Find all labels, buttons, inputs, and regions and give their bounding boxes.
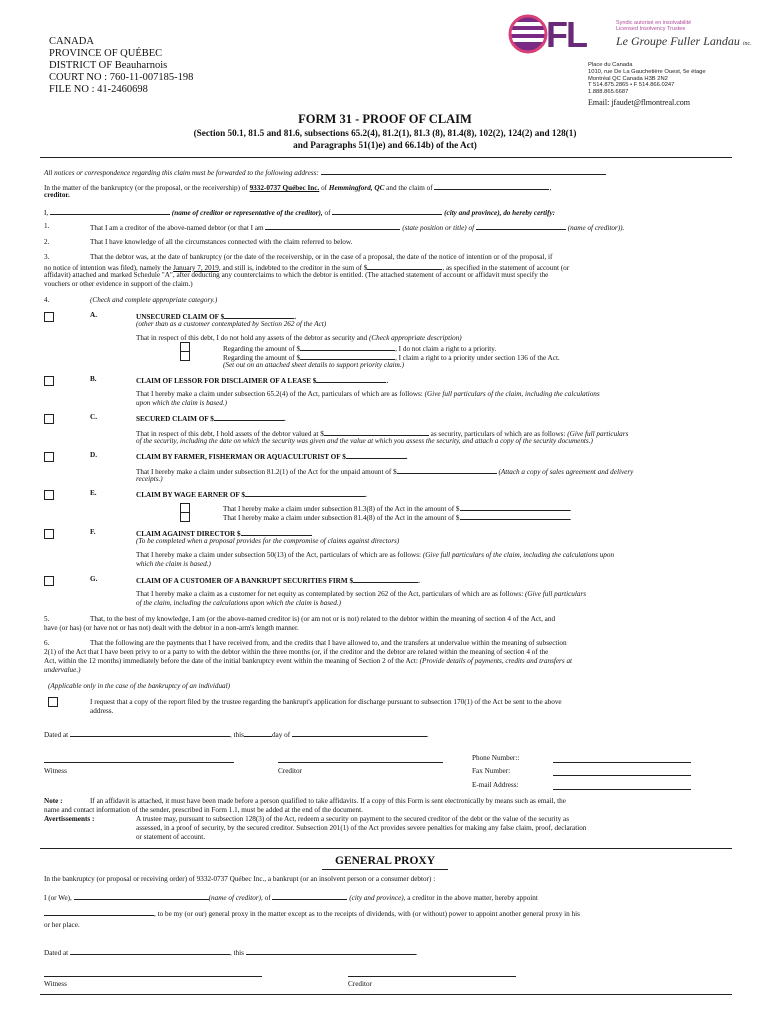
court-header xyxy=(49,36,193,96)
checkbox-wage-81-4[interactable] xyxy=(180,512,190,522)
logo-tagline: Syndic autorisé en insolvabilité Licensed Insolvency Trustee xyxy=(616,20,692,32)
company-email: Email: jfaudet@flmontreal.com xyxy=(588,98,690,107)
form-title: FORM 31 - PROOF OF CLAIM xyxy=(298,112,472,126)
matter-line: In the matter of the bankruptcy (or the proposal, or the receivership) of 9332-0737 Québec Inc. of Hemmingford, QC and the claim of , xyxy=(44,184,552,192)
court-number: COURT NO : 760-11-007185-198 xyxy=(49,72,194,83)
form-subtitle: (Section 50.1, 81.5 and 81.6, subsections 65.2(4), 81.2(1), 81.3 (8), 81.4(8), 102(2), 124(2) and 128(1) and Paragraphs 51(1)e) and 66.14b) of the Act) xyxy=(193,128,577,150)
proxy-line-2: I (or We), (name of creditor), of (city and province), a creditor in the above matter, hereby appoint xyxy=(44,894,538,902)
checkbox-lessor[interactable] xyxy=(44,376,54,386)
para-6: That the following are the payments that I have received from, and the credits that I have allowed to, and the transfers at undervalue within the meaning of subsection xyxy=(90,639,567,647)
proxy-dated-line: Dated at , this . xyxy=(44,949,418,957)
company-name: Le Groupe Fuller Landau inc. xyxy=(616,34,752,48)
checkbox-director[interactable] xyxy=(44,529,54,539)
divider xyxy=(40,994,732,995)
checkbox-request-report[interactable] xyxy=(48,697,58,707)
checkbox-wage-earner[interactable] xyxy=(44,490,54,500)
general-proxy-title: GENERAL PROXY xyxy=(335,855,435,867)
applicable-note: (Applicable only in the case of the bankruptcy of an individual) xyxy=(48,682,231,690)
logo-letters: FL xyxy=(546,14,586,55)
creditor-line[interactable] xyxy=(278,762,443,763)
checkbox-unsecured[interactable] xyxy=(44,312,54,322)
proxy-witness-line[interactable] xyxy=(44,976,262,977)
para-1: That I am a creditor of the above-named debtor (or that I am (state position or title) of (name of creditor)). xyxy=(90,224,625,232)
unsecured-claim-title: UNSECURED CLAIM OF $ . xyxy=(136,313,296,321)
notice: All notices or correspondence regarding this claim must be forwarded to the following address: xyxy=(44,167,606,178)
company-logo xyxy=(506,12,756,56)
divider xyxy=(322,869,448,870)
divider xyxy=(40,157,732,158)
creditor-word: creditor. xyxy=(44,191,70,199)
proxy-line-3: , to be my (or our) general proxy in the matter except as to the receipts of dividends, with (or without) power to appoint another general proxy in his xyxy=(44,908,580,919)
para-5: That, to the best of my knowledge, I am (or the above-named creditor is) (or am not or is not) related to the debtor within the meaning of section 4 of the Act, and xyxy=(90,615,556,623)
country: CANADA xyxy=(49,36,94,47)
province: PROVINCE OF QUÉBEC xyxy=(49,48,163,59)
checkbox-securities-firm[interactable] xyxy=(44,576,54,586)
proxy-creditor-line[interactable] xyxy=(348,976,516,977)
globe-logo-icon xyxy=(506,12,550,56)
witness-line[interactable] xyxy=(44,762,234,763)
dated-line: Dated at , this day of . xyxy=(44,731,429,739)
checkbox-farmer[interactable] xyxy=(44,452,54,462)
district: DISTRICT OF Beauharnois xyxy=(49,60,168,71)
file-number: FILE NO : 41-2460698 xyxy=(49,84,148,95)
checkbox-secured[interactable] xyxy=(44,414,54,424)
i-line: I, (name of creditor or representative of the creditor), of (city and province), do hereby certify: xyxy=(44,209,556,217)
email-field[interactable] xyxy=(553,789,691,790)
checkbox-priority[interactable] xyxy=(180,351,190,361)
divider xyxy=(40,848,732,849)
note-text: If an affidavit is attached, it must have been made before a person qualified to take affidavits. If a copy of this Form is sent electronically by means such as email, the xyxy=(90,797,566,805)
para-3: That the debtor was, at the date of bankruptcy (or the date of the receivership, or in the case of a proposal, the date of the notice of intention or of the proposal, if xyxy=(90,253,553,261)
phone-field[interactable] xyxy=(553,762,691,763)
fax-field[interactable] xyxy=(553,775,691,776)
warnings-text: A trustee may, pursuant to subsection 128(3) of the Act, redeem a security on payment to the secured creditor of the debt or the value of the security as xyxy=(136,815,570,823)
company-address: Place du Canada 1010, rue De La Gauchetière Ouest, 5e étage Montréal QC Canada H3B 2N2 T 514.875.2865 • F 514.866.0247 1.888.865.6687 xyxy=(588,62,706,96)
proxy-line-1: In the bankruptcy (or proposal or receiving order) of 9332-0737 Québec Inc., a bankrupt (or an insolvent person or a consumer debtor) : xyxy=(44,875,436,883)
para-2: That I have knowledge of all the circumstances connected with the claim referred to below. xyxy=(90,238,353,246)
